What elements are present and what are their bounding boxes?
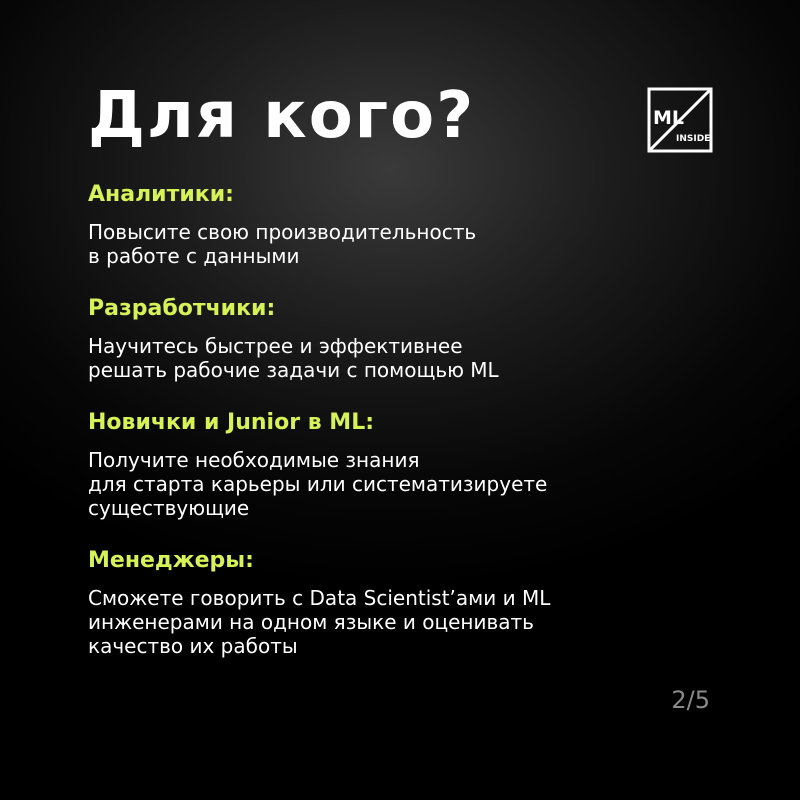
description-line: Повысите свою производительность xyxy=(88,220,477,244)
audience-heading: Новички и Junior в ML: xyxy=(88,410,375,435)
page-indicator: 2/5 xyxy=(671,686,710,714)
description-line: в работе с данными xyxy=(88,244,300,268)
logo-text-sub: INSIDE xyxy=(676,134,711,144)
page-title: Для кого? xyxy=(88,79,476,153)
description-line: качество их работы xyxy=(88,634,298,658)
audience-analysts xyxy=(88,178,728,268)
logo-text-main: ML xyxy=(653,107,685,129)
description-line: существующие xyxy=(88,496,250,520)
ml-inside-logo xyxy=(646,86,714,154)
ml-inside-logo-icon xyxy=(646,86,714,154)
audience-description xyxy=(88,220,728,268)
audience-managers xyxy=(88,544,728,658)
audience-heading: Менеджеры: xyxy=(88,548,254,573)
audience-heading: Разработчики: xyxy=(88,296,276,321)
audience-beginners xyxy=(88,406,728,520)
description-line: для старта карьеры или систематизируете xyxy=(88,472,548,496)
audience-description xyxy=(88,334,728,382)
description-line: Сможете говорить с Data Scientist’ами и ML xyxy=(88,586,551,610)
description-line: инженерами на одном языке и оценивать xyxy=(88,610,534,634)
audience-description xyxy=(88,586,728,658)
audience-description xyxy=(88,448,728,520)
audience-heading: Аналитики: xyxy=(88,182,234,207)
description-line: Научитесь быстрее и эффективнее xyxy=(88,334,463,358)
audience-list xyxy=(88,178,728,682)
audience-developers xyxy=(88,292,728,382)
description-line: Получите необходимые знания xyxy=(88,448,420,472)
description-line: решать рабочие задачи с помощью ML xyxy=(88,358,499,382)
